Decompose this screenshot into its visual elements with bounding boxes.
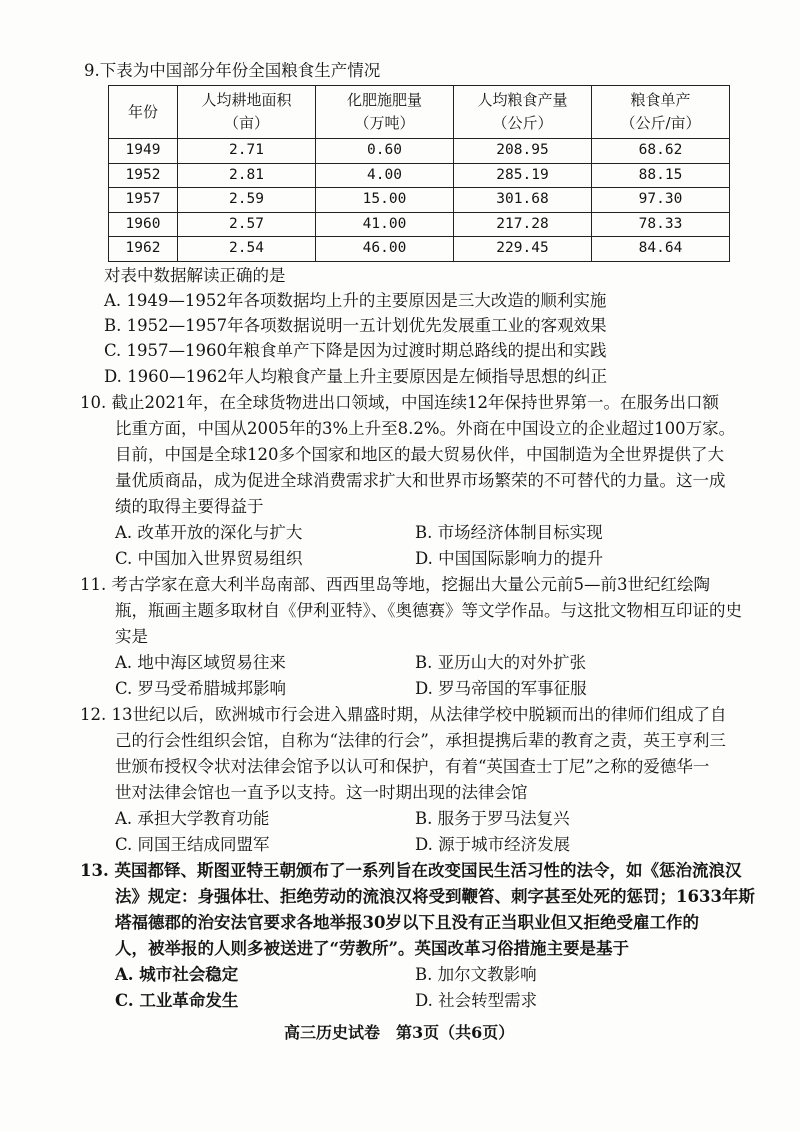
page-footer: 高三历史试卷 第3页（共6页） bbox=[284, 1023, 515, 1042]
header-year: 年份 bbox=[109, 86, 178, 139]
table-cell: 97.30 bbox=[592, 188, 730, 213]
q9-option-a: A. 1949—1952年各项数据均上升的主要原因是三大改造的顺利实施 bbox=[104, 291, 607, 310]
q10-option-b: B. 市场经济体制目标实现 bbox=[415, 523, 603, 542]
q13-stem-line-4: 人，被举报的人则多被送进了“劳教所”。英国改革习俗措施主要是基于 bbox=[115, 939, 629, 958]
grain-production-table bbox=[108, 85, 730, 262]
table-cell: 1952 bbox=[109, 163, 178, 188]
q11-stem-line-3: 实是 bbox=[115, 627, 148, 646]
q10-option-c: C. 中国加入世界贸易组织 bbox=[115, 549, 303, 568]
q10-option-d: D. 中国国际影响力的提升 bbox=[415, 549, 604, 568]
table-cell: 2.59 bbox=[178, 188, 316, 213]
q13-stem-line-2: 法》规定：身强体壮、拒绝劳动的流浪汉将受到鞭笞、刺字甚至处死的惩罚；1633年斯 bbox=[115, 887, 755, 906]
table-row bbox=[109, 188, 730, 213]
table-cell: 229.45 bbox=[454, 237, 592, 262]
q11-stem-line-1: 11. 考古学家在意大利半岛南部、西西里岛等地，挖掘出大量公元前5—前3世纪红绘陶 bbox=[80, 575, 710, 594]
q10-stem-line-4: 量优质商品，成为促进全球消费需求扩大和世界市场繁荣的不可替代的力量。这一成 bbox=[115, 471, 726, 490]
header-grain-yield: 粮食单产 （公斤/亩） bbox=[592, 86, 730, 139]
q13-option-d: D. 社会转型需求 bbox=[415, 991, 538, 1010]
q12-option-a: A. 承担大学教育功能 bbox=[115, 809, 270, 828]
q10-stem-line-2: 比重方面，中国从2005年的3%上升至8.2%。外商在中国设立的企业超过100万家。 bbox=[115, 419, 736, 438]
table-cell: 78.33 bbox=[592, 212, 730, 237]
q13-option-c: C. 工业革命发生 bbox=[115, 991, 239, 1010]
table-row bbox=[109, 237, 730, 262]
header-arable-land: 人均耕地面积 （亩） bbox=[178, 86, 316, 139]
q11-option-b: B. 亚历山大的对外扩张 bbox=[415, 653, 587, 672]
table-cell: 1960 bbox=[109, 212, 178, 237]
q9-prompt: 对表中数据解读正确的是 bbox=[104, 266, 286, 285]
q12-stem-line-3: 世颁布授权令状对法律会馆予以认可和保护，有着“英国查士丁尼”之称的爱德华一 bbox=[115, 757, 710, 776]
table-row bbox=[109, 212, 730, 237]
header-fertilizer: 化肥施肥量 （万吨） bbox=[316, 86, 454, 139]
q12-option-d: D. 源于城市经济发展 bbox=[415, 835, 571, 854]
table-cell: 46.00 bbox=[316, 237, 454, 262]
q11-option-d: D. 罗马帝国的军事征服 bbox=[415, 679, 587, 698]
q12-stem-line-2: 己的行会性组织会馆，自称为“法律的行会”，承担提携后辈的教育之责，英王亨利三 bbox=[115, 731, 726, 750]
table-cell: 88.15 bbox=[592, 163, 730, 188]
q13-stem-line-3: 塔福德郡的治安法官要求各地举报30岁以下且没有正当职业但又拒绝受雇工作的 bbox=[115, 913, 699, 932]
table-cell: 15.00 bbox=[316, 188, 454, 213]
table-cell: 1962 bbox=[109, 237, 178, 262]
table-cell: 4.00 bbox=[316, 163, 454, 188]
table-cell: 0.60 bbox=[316, 139, 454, 164]
q9-option-d: D. 1960—1962年人均粮食产量上升主要原因是左倾指导思想的纠正 bbox=[104, 367, 608, 386]
table-cell: 2.57 bbox=[178, 212, 316, 237]
q13-option-b: B. 加尔文教影响 bbox=[415, 965, 537, 984]
table-cell: 2.54 bbox=[178, 237, 316, 262]
q12-stem-line-1: 12. 13世纪以后，欧洲城市行会进入鼎盛时期，从法律学校中脱颖而出的律师们组成了自 bbox=[80, 705, 727, 724]
q11-option-a: A. 地中海区域贸易往来 bbox=[115, 653, 286, 672]
q13-option-a: A. 城市社会稳定 bbox=[115, 965, 239, 984]
q12-option-b: B. 服务于罗马法复兴 bbox=[415, 809, 570, 828]
q9-option-c: C. 1957—1960年粮食单产下降是因为过渡时期总路线的提出和实践 bbox=[104, 341, 607, 360]
table-cell: 1949 bbox=[109, 139, 178, 164]
table-cell: 285.19 bbox=[454, 163, 592, 188]
q11-stem-line-2: 瓶，瓶画主题多取材自《伊利亚特》、《奥德赛》等文学作品。与这批文物相互印证的史 bbox=[115, 601, 742, 620]
q10-stem-line-1: 10. 截止2021年，在全球货物进出口领域，中国连续12年保持世界第一。在服务出口额 bbox=[80, 393, 719, 412]
table-cell: 1957 bbox=[109, 188, 178, 213]
q13-stem-line-1: 13. 英国都铎、斯图亚特王朝颁布了一系列旨在改变国民生活习性的法令，如《惩治流浪汉 bbox=[80, 861, 742, 880]
table-row bbox=[109, 139, 730, 164]
q12-stem-line-4: 世对法律会馆也一直予以支持。这一时期出现的法律会馆 bbox=[115, 783, 528, 802]
table-cell: 41.00 bbox=[316, 212, 454, 237]
table-cell: 208.95 bbox=[454, 139, 592, 164]
table-cell: 2.81 bbox=[178, 163, 316, 188]
q12-option-c: C. 同国王结成同盟军 bbox=[115, 835, 270, 854]
q10-option-a: A. 改革开放的深化与扩大 bbox=[115, 523, 303, 542]
q10-stem-line-3: 目前，中国是全球120多个国家和地区的最大贸易伙伴，中国制造为全世界提供了大 bbox=[115, 445, 724, 464]
table-row bbox=[109, 163, 730, 188]
q9-option-b: B. 1952—1957年各项数据说明一五计划优先发展重工业的客观效果 bbox=[104, 316, 607, 335]
table-cell: 301.68 bbox=[454, 188, 592, 213]
table-cell: 84.64 bbox=[592, 237, 730, 262]
table-header-row bbox=[109, 86, 730, 139]
table-cell: 2.71 bbox=[178, 139, 316, 164]
q11-option-c: C. 罗马受希腊城邦影响 bbox=[115, 679, 287, 698]
table-cell: 68.62 bbox=[592, 139, 730, 164]
table-cell: 217.28 bbox=[454, 212, 592, 237]
q9-stem: 9.下表为中国部分年份全国粮食生产情况 bbox=[84, 61, 381, 80]
q10-stem-line-5: 绩的取得主要得益于 bbox=[115, 497, 264, 516]
header-grain-per-capita: 人均粮食产量 （公斤） bbox=[454, 86, 592, 139]
